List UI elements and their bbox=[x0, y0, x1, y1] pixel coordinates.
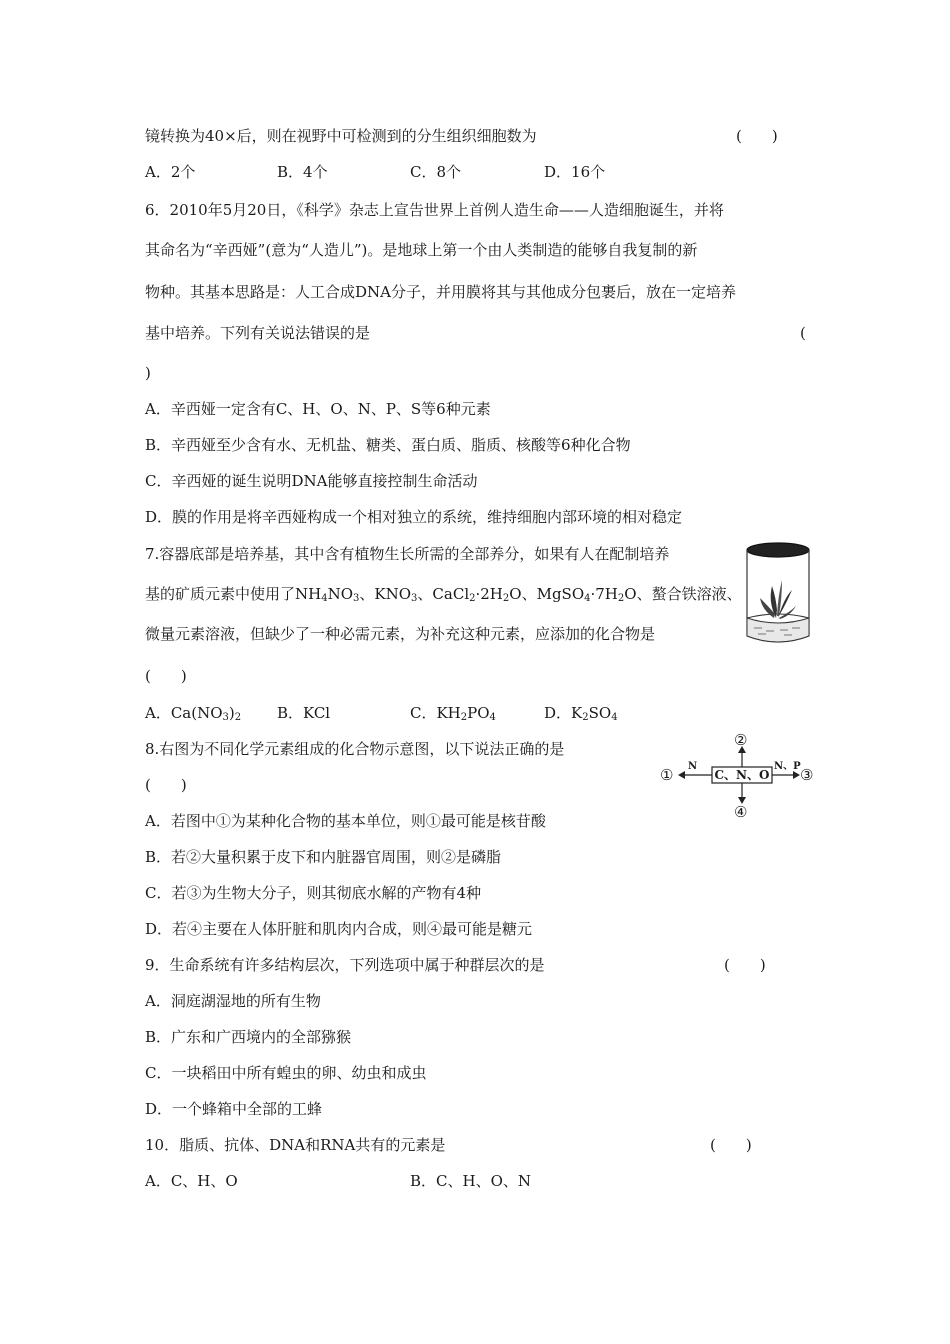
q9-answer-paren: ( ) bbox=[724, 956, 766, 974]
q7-option-c: C．$KH_2PO_4$ bbox=[410, 704, 496, 723]
compound-diagram bbox=[660, 731, 820, 821]
culture-jar-icon bbox=[744, 540, 812, 652]
q5-option-c: C．8个 bbox=[410, 163, 462, 181]
diagram-arrow-right-label: N、P bbox=[774, 761, 801, 772]
q7-line2: 基的矿质元素中使用了$NH_4NO_3$、$KNO_3$、$CaCl_2\cdot 2H_2O$、$MgSO_4\cdot 7H_2O$、螯合铁溶液、 bbox=[145, 585, 742, 604]
q5-option-d: D．16个 bbox=[544, 163, 606, 181]
q6-line3: 物种。其基本思路是：人工合成DNA分子，并用膜将其与其他成分包裹后，放在一定培养 bbox=[145, 283, 736, 301]
q6-line4: 基中培养。下列有关说法错误的是 bbox=[145, 324, 371, 342]
q8-line1: 8.右图为不同化学元素组成的化合物示意图，以下说法正确的是 bbox=[145, 740, 565, 758]
q10-line1: 10．脂质、抗体、DNA和RNA共有的元素是 bbox=[145, 1136, 446, 1154]
q9-option-a: A．洞庭湖湿地的所有生物 bbox=[145, 992, 321, 1010]
q7-option-a: A．$Ca(NO_3)_2$ bbox=[145, 704, 242, 723]
q6-line2: 其命名为“辛西娅”(意为“人造儿”)。是地球上第一个由人类制造的能够自我复制的新 bbox=[145, 241, 698, 259]
q6-option-d: D．膜的作用是将辛西娅构成一个相对独立的系统，维持细胞内部环境的相对稳定 bbox=[145, 508, 683, 526]
q8-option-c: C．若③为生物大分子，则其彻底水解的产物有4种 bbox=[145, 884, 482, 902]
q5-answer-paren: ( ) bbox=[736, 127, 778, 145]
q6-option-a: A．辛西娅一定含有C、H、O、N、P、S等6种元素 bbox=[145, 400, 491, 418]
q10-option-a: A．C、H、O bbox=[145, 1172, 238, 1190]
q6-paren-open: ( bbox=[800, 324, 806, 342]
q6-paren-close: ) bbox=[145, 364, 151, 382]
q7-line3: 微量元素溶液，但缺少了一种必需元素，为补充这种元素，应添加的化合物是 bbox=[145, 625, 656, 643]
diagram-center-label: C、N、O bbox=[714, 768, 770, 782]
q7-answer-paren: ( ) bbox=[145, 667, 187, 685]
q8-option-a: A．若图中①为某种化合物的基本单位，则①最可能是核苷酸 bbox=[145, 812, 546, 830]
q8-answer-paren: ( ) bbox=[145, 776, 187, 794]
culture-jar-figure bbox=[744, 540, 812, 652]
q8-option-b: B．若②大量积累于皮下和内脏器官周围，则②是磷脂 bbox=[145, 848, 502, 866]
q6-option-c: C．辛西娅的诞生说明DNA能够直接控制生命活动 bbox=[145, 472, 478, 490]
q5-option-b: B．4个 bbox=[277, 163, 328, 181]
diagram-node-3: ③ bbox=[800, 766, 814, 784]
q7-option-b: B．KCl bbox=[277, 704, 331, 722]
q9-line1: 9．生命系统有许多结构层次，下列选项中属于种群层次的是 bbox=[145, 956, 545, 974]
q7-option-d: D．$K_2SO_4$ bbox=[544, 704, 618, 723]
diagram-node-2: ② bbox=[734, 731, 748, 749]
diagram-node-4: ④ bbox=[734, 803, 748, 821]
q10-answer-paren: ( ) bbox=[710, 1136, 752, 1154]
diagram-arrow-left-label: N bbox=[688, 761, 698, 772]
diagram-node-1: ① bbox=[660, 766, 674, 784]
q6-line1: 6．2010年5月20日，《科学》杂志上宣告世界上首例人造生命——人造细胞诞生，并将 bbox=[145, 201, 724, 219]
q9-option-c: C．一块稻田中所有蝗虫的卵、幼虫和成虫 bbox=[145, 1064, 427, 1082]
q9-option-d: D．一个蜂箱中全部的工蜂 bbox=[145, 1100, 323, 1118]
q7-line1: 7.容器底部是培养基，其中含有植物生长所需的全部养分，如果有人在配制培养 bbox=[145, 545, 670, 563]
q6-option-b: B．辛西娅至少含有水、无机盐、糖类、蛋白质、脂质、核酸等6种化合物 bbox=[145, 436, 631, 454]
q8-option-d: D．若④主要在人体肝脏和肌肉内合成，则④最可能是糖元 bbox=[145, 920, 533, 938]
q5-option-a: A．2个 bbox=[145, 163, 196, 181]
q10-option-b: B．C、H、O、N bbox=[410, 1172, 532, 1190]
q9-option-b: B．广东和广西境内的全部猕猴 bbox=[145, 1028, 352, 1046]
q5-line1: 镜转换为40×后，则在视野中可检测到的分生组织细胞数为 bbox=[145, 127, 537, 145]
